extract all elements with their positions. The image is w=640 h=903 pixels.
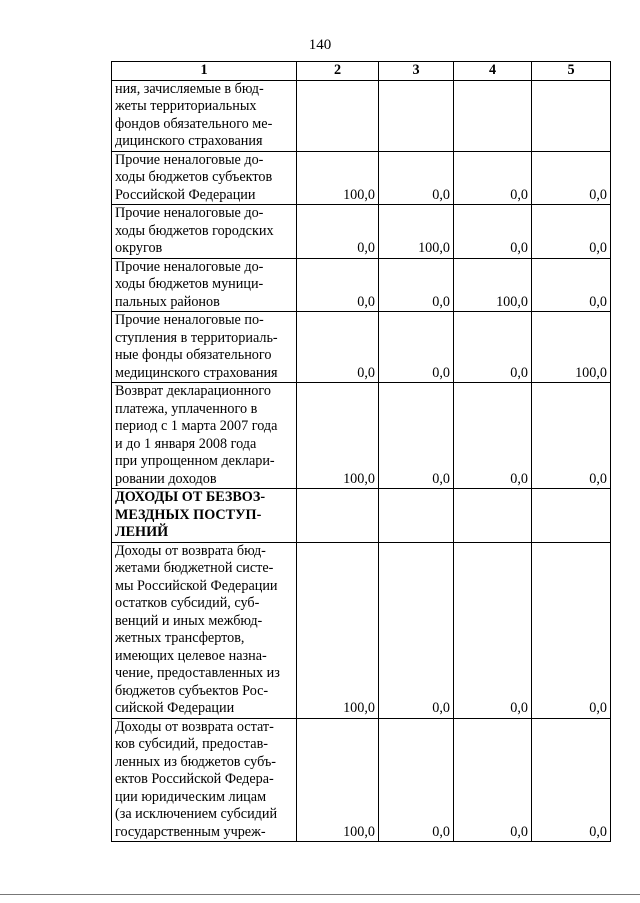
revenue-item-name-line: ходы бюджетов городских xyxy=(115,222,274,239)
page-number: 140 xyxy=(308,37,332,53)
value-cell-col-4 xyxy=(454,80,532,151)
value-cell-col-2: 100,0 xyxy=(297,718,379,842)
revenue-item-name-line: МЕЗДНЫХ ПОСТУП- xyxy=(115,506,262,523)
revenue-item-name-line: ков субсидий, предостав- xyxy=(115,736,268,752)
revenue-item-name xyxy=(112,258,297,312)
revenue-item-name-line: Прочие неналоговые по- xyxy=(115,312,264,328)
value-cell-col-2: 100,0 xyxy=(297,383,379,489)
revenue-item-name-line: ектов Российской Федера- xyxy=(115,771,274,787)
value-cell-col-2: 0,0 xyxy=(297,205,379,259)
table-header-row xyxy=(112,62,611,81)
value-cell-col-2: 100,0 xyxy=(297,151,379,205)
revenue-item-name-line: Прочие неналоговые до- xyxy=(115,258,264,275)
revenue-item-name xyxy=(112,151,297,205)
value-cell-col-3: 0,0 xyxy=(379,258,454,312)
revenue-item-name-line: венций и иных межбюд- xyxy=(115,612,263,629)
revenue-item-name-line: жетных трансфертов, xyxy=(115,630,245,646)
value-cell-col-4: 0,0 xyxy=(454,312,532,383)
revenue-item-name xyxy=(112,383,297,489)
value-cell-col-5: 0,0 xyxy=(532,258,611,312)
revenue-item-name-line: при упрощенном деклари- xyxy=(115,453,275,469)
budget-revenue-table xyxy=(111,61,611,842)
revenue-item-name-line: период с 1 марта 2007 года xyxy=(115,418,278,434)
table-row xyxy=(112,151,611,205)
value-cell-col-5: 0,0 xyxy=(532,542,611,718)
revenue-item-name-line: дицинского страхования xyxy=(115,133,263,149)
value-cell-col-4: 0,0 xyxy=(454,542,532,718)
table-row xyxy=(112,489,611,543)
revenue-item-name-line: (за исключением субсидий xyxy=(115,806,278,822)
revenue-item-name-line: ступления в территориаль- xyxy=(115,329,278,346)
revenue-item-name xyxy=(112,542,297,718)
revenue-item-name-line: ния, зачисляемые в бюд- xyxy=(115,80,264,97)
revenue-item-name-line: жетами бюджетной систе- xyxy=(115,560,274,576)
value-cell-col-2: 100,0 xyxy=(297,542,379,718)
value-cell-col-4: 0,0 xyxy=(454,383,532,489)
revenue-item-name-line: медицинского страхования xyxy=(115,364,278,381)
table-row xyxy=(112,205,611,259)
revenue-item-name-line: остатков субсидий, суб- xyxy=(115,595,260,611)
table-row xyxy=(112,383,611,489)
revenue-item-name-line: сийской Федерации xyxy=(115,700,235,716)
value-cell-col-5: 0,0 xyxy=(532,718,611,842)
revenue-item-name-line: чение, предоставленных из xyxy=(115,665,280,681)
column-header-4: 4 xyxy=(454,62,532,81)
revenue-item-name-line: ЛЕНИЙ xyxy=(115,524,169,540)
table-row xyxy=(112,718,611,842)
value-cell-col-5 xyxy=(532,489,611,543)
revenue-item-name-line: ровании доходов xyxy=(115,470,217,487)
revenue-item-name-line: Возврат декларационного xyxy=(115,383,271,399)
value-cell-col-4 xyxy=(454,489,532,543)
table-row xyxy=(112,312,611,383)
value-cell-col-4: 100,0 xyxy=(454,258,532,312)
revenue-item-name-line: мы Российской Федерации xyxy=(115,577,278,594)
revenue-item-name-line: ходы бюджетов муници- xyxy=(115,276,264,292)
revenue-item-name-line: округов xyxy=(115,240,163,256)
revenue-item-name-line: ходы бюджетов субъектов xyxy=(115,169,273,185)
value-cell-col-4: 0,0 xyxy=(454,205,532,259)
value-cell-col-2 xyxy=(297,489,379,543)
revenue-item-name-line: бюджетов субъектов Рос- xyxy=(115,682,269,699)
revenue-item-name-line: ные фонды обязательного xyxy=(115,347,272,363)
revenue-item-name-line: Прочие неналоговые до- xyxy=(115,151,264,168)
value-cell-col-4: 0,0 xyxy=(454,718,532,842)
revenue-item-name-line: государственным учреж- xyxy=(115,823,266,840)
value-cell-col-3: 0,0 xyxy=(379,383,454,489)
revenue-item-name-line: ленных из бюджетов субъ- xyxy=(115,753,277,770)
value-cell-col-2: 0,0 xyxy=(297,312,379,383)
revenue-item-name-line: ции юридическим лицам xyxy=(115,788,267,805)
value-cell-col-3: 0,0 xyxy=(379,718,454,842)
revenue-item-name xyxy=(112,718,297,842)
value-cell-col-2 xyxy=(297,80,379,151)
column-header-3: 3 xyxy=(379,62,454,81)
revenue-item-name xyxy=(112,80,297,151)
value-cell-col-4: 0,0 xyxy=(454,151,532,205)
revenue-item-name xyxy=(112,205,297,259)
revenue-item-name-line: платежа, уплаченного в xyxy=(115,400,258,417)
column-header-2: 2 xyxy=(297,62,379,81)
table-body xyxy=(112,80,611,842)
revenue-item-name xyxy=(112,312,297,383)
revenue-item-name-line: фондов обязательного ме- xyxy=(115,115,273,132)
revenue-item-name-line: имеющих целевое назна- xyxy=(115,647,267,664)
revenue-item-name-line: ДОХОДЫ ОТ БЕЗВОЗ- xyxy=(115,489,266,505)
value-cell-col-5: 0,0 xyxy=(532,151,611,205)
revenue-item-name-line: Доходы от возврата остат- xyxy=(115,718,274,735)
revenue-item-name-line: Российской Федерации xyxy=(115,186,256,203)
revenue-item-name-line: Прочие неналоговые до- xyxy=(115,205,264,221)
revenue-item-name-line: жеты территориальных xyxy=(115,98,257,114)
revenue-item-name-line: пальных районов xyxy=(115,293,220,310)
revenue-item-name xyxy=(112,489,297,543)
table-row xyxy=(112,80,611,151)
value-cell-col-3: 100,0 xyxy=(379,205,454,259)
table-row xyxy=(112,542,611,718)
column-header-1: 1 xyxy=(112,62,297,81)
value-cell-col-3: 0,0 xyxy=(379,542,454,718)
value-cell-col-5 xyxy=(532,80,611,151)
revenue-item-name-line: и до 1 января 2008 года xyxy=(115,435,257,452)
column-header-5: 5 xyxy=(532,62,611,81)
value-cell-col-3: 0,0 xyxy=(379,151,454,205)
value-cell-col-3: 0,0 xyxy=(379,312,454,383)
scan-bottom-edge xyxy=(0,894,640,895)
table-row xyxy=(112,258,611,312)
value-cell-col-3 xyxy=(379,80,454,151)
revenue-item-name-line: Доходы от возврата бюд- xyxy=(115,542,266,559)
value-cell-col-5: 0,0 xyxy=(532,205,611,259)
value-cell-col-3 xyxy=(379,489,454,543)
value-cell-col-2: 0,0 xyxy=(297,258,379,312)
value-cell-col-5: 0,0 xyxy=(532,383,611,489)
value-cell-col-5: 100,0 xyxy=(532,312,611,383)
